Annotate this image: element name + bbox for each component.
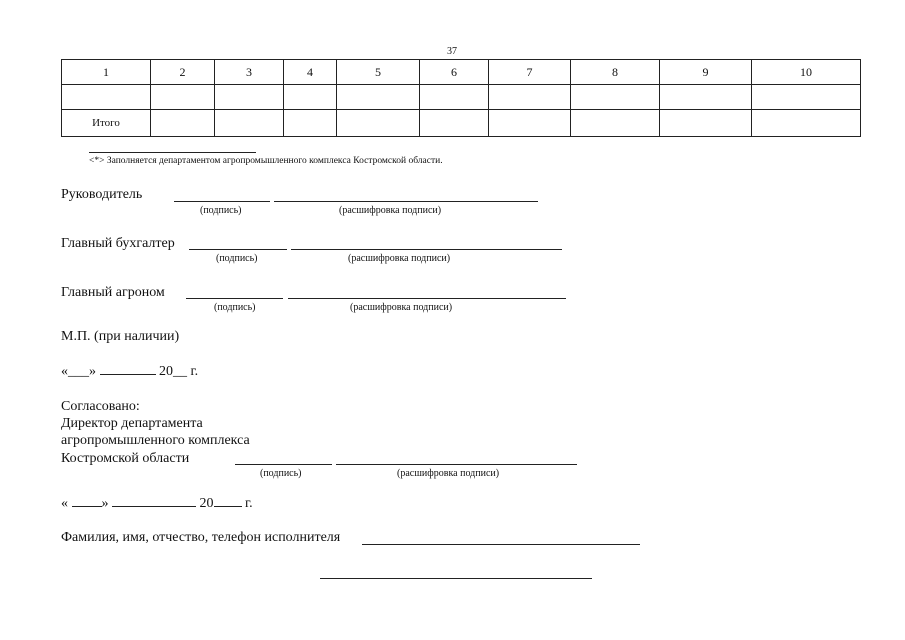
footnote-divider (89, 152, 256, 153)
signature-caption: (подпись) (216, 253, 258, 264)
table-cell (489, 110, 571, 137)
table-cell (571, 110, 660, 137)
date-suffix: г. (245, 496, 253, 511)
table-cell (215, 85, 284, 110)
approval-department: агропромышленного комплекса (61, 433, 250, 448)
date-day-blank[interactable]: ___ (68, 364, 89, 379)
table-header-cell: 9 (660, 60, 752, 85)
table-header-cell: 8 (571, 60, 660, 85)
table-total-row (62, 110, 861, 137)
head-label: Руководитель (61, 187, 143, 202)
bottom-line (320, 578, 592, 579)
executor-line[interactable] (362, 544, 640, 545)
accountant-decoding-line[interactable] (291, 249, 562, 250)
data-table (61, 59, 861, 137)
date-field (61, 364, 198, 380)
date-close-quote: » (101, 496, 109, 511)
approval-region: Костромской области (61, 451, 190, 466)
table-header-cell: 6 (420, 60, 489, 85)
table-header-cell: 4 (284, 60, 337, 85)
footnote: <*> Заполняется департаментом агропромышленного комплекса Костромской области. (89, 156, 443, 166)
table-cell (660, 85, 752, 110)
decoding-caption: (расшифровка подписи) (350, 302, 453, 313)
accountant-signature-line[interactable] (189, 249, 287, 250)
table-header-row (62, 60, 861, 85)
signature-caption: (подпись) (200, 205, 242, 216)
table-cell (284, 110, 337, 137)
date-open-quote: « (61, 364, 68, 379)
date-suffix: г. (190, 364, 199, 379)
table-cell (489, 85, 571, 110)
director-signature-line[interactable] (235, 464, 332, 465)
signature-caption: (подпись) (260, 468, 302, 479)
table-cell (215, 110, 284, 137)
table-header-cell: 3 (215, 60, 284, 85)
table-cell (337, 110, 420, 137)
approval-date-field (61, 496, 253, 512)
table-cell (151, 85, 215, 110)
table-header-cell: 2 (151, 60, 215, 85)
stamp-note: М.П. (при наличии) (61, 329, 180, 344)
total-label: Итого (62, 110, 151, 137)
date-year-blank[interactable] (214, 506, 242, 507)
agronomist-signature-line[interactable] (186, 298, 283, 299)
table-cell (660, 110, 752, 137)
date-month-blank[interactable] (100, 374, 156, 375)
decoding-caption: (расшифровка подписи) (348, 253, 451, 264)
agronomist-decoding-line[interactable] (288, 298, 566, 299)
table-cell (571, 85, 660, 110)
table-cell (337, 85, 420, 110)
table-cell (284, 85, 337, 110)
table-cell (62, 85, 151, 110)
date-open-quote: « (61, 496, 68, 511)
table-row (62, 85, 861, 110)
table-cell (420, 110, 489, 137)
head-signature-line[interactable] (174, 201, 270, 202)
table-header-cell: 7 (489, 60, 571, 85)
executor-label: Фамилия, имя, отчество, телефон исполнителя (61, 530, 341, 545)
approval-heading: Согласовано: (61, 399, 140, 414)
chief-accountant-label: Главный бухгалтер (61, 236, 175, 251)
table-cell (151, 110, 215, 137)
decoding-caption: (расшифровка подписи) (339, 205, 442, 216)
chief-agronomist-label: Главный агроном (61, 285, 165, 300)
date-month-blank[interactable] (112, 506, 196, 507)
table-header-cell: 10 (752, 60, 861, 85)
page-number: 37 (447, 46, 457, 57)
approval-director: Директор департамента (61, 416, 203, 431)
date-year: 20__ (159, 364, 187, 379)
table-header-cell: 1 (62, 60, 151, 85)
date-day-blank[interactable] (72, 506, 102, 507)
table-cell (420, 85, 489, 110)
head-decoding-line[interactable] (274, 201, 538, 202)
table-cell (752, 110, 861, 137)
signature-caption: (подпись) (214, 302, 256, 313)
director-decoding-line[interactable] (336, 464, 577, 465)
table-header-cell: 5 (337, 60, 420, 85)
table-cell (752, 85, 861, 110)
date-close-quote: » (89, 364, 96, 379)
decoding-caption: (расшифровка подписи) (397, 468, 500, 479)
date-year: 20 (199, 496, 214, 511)
